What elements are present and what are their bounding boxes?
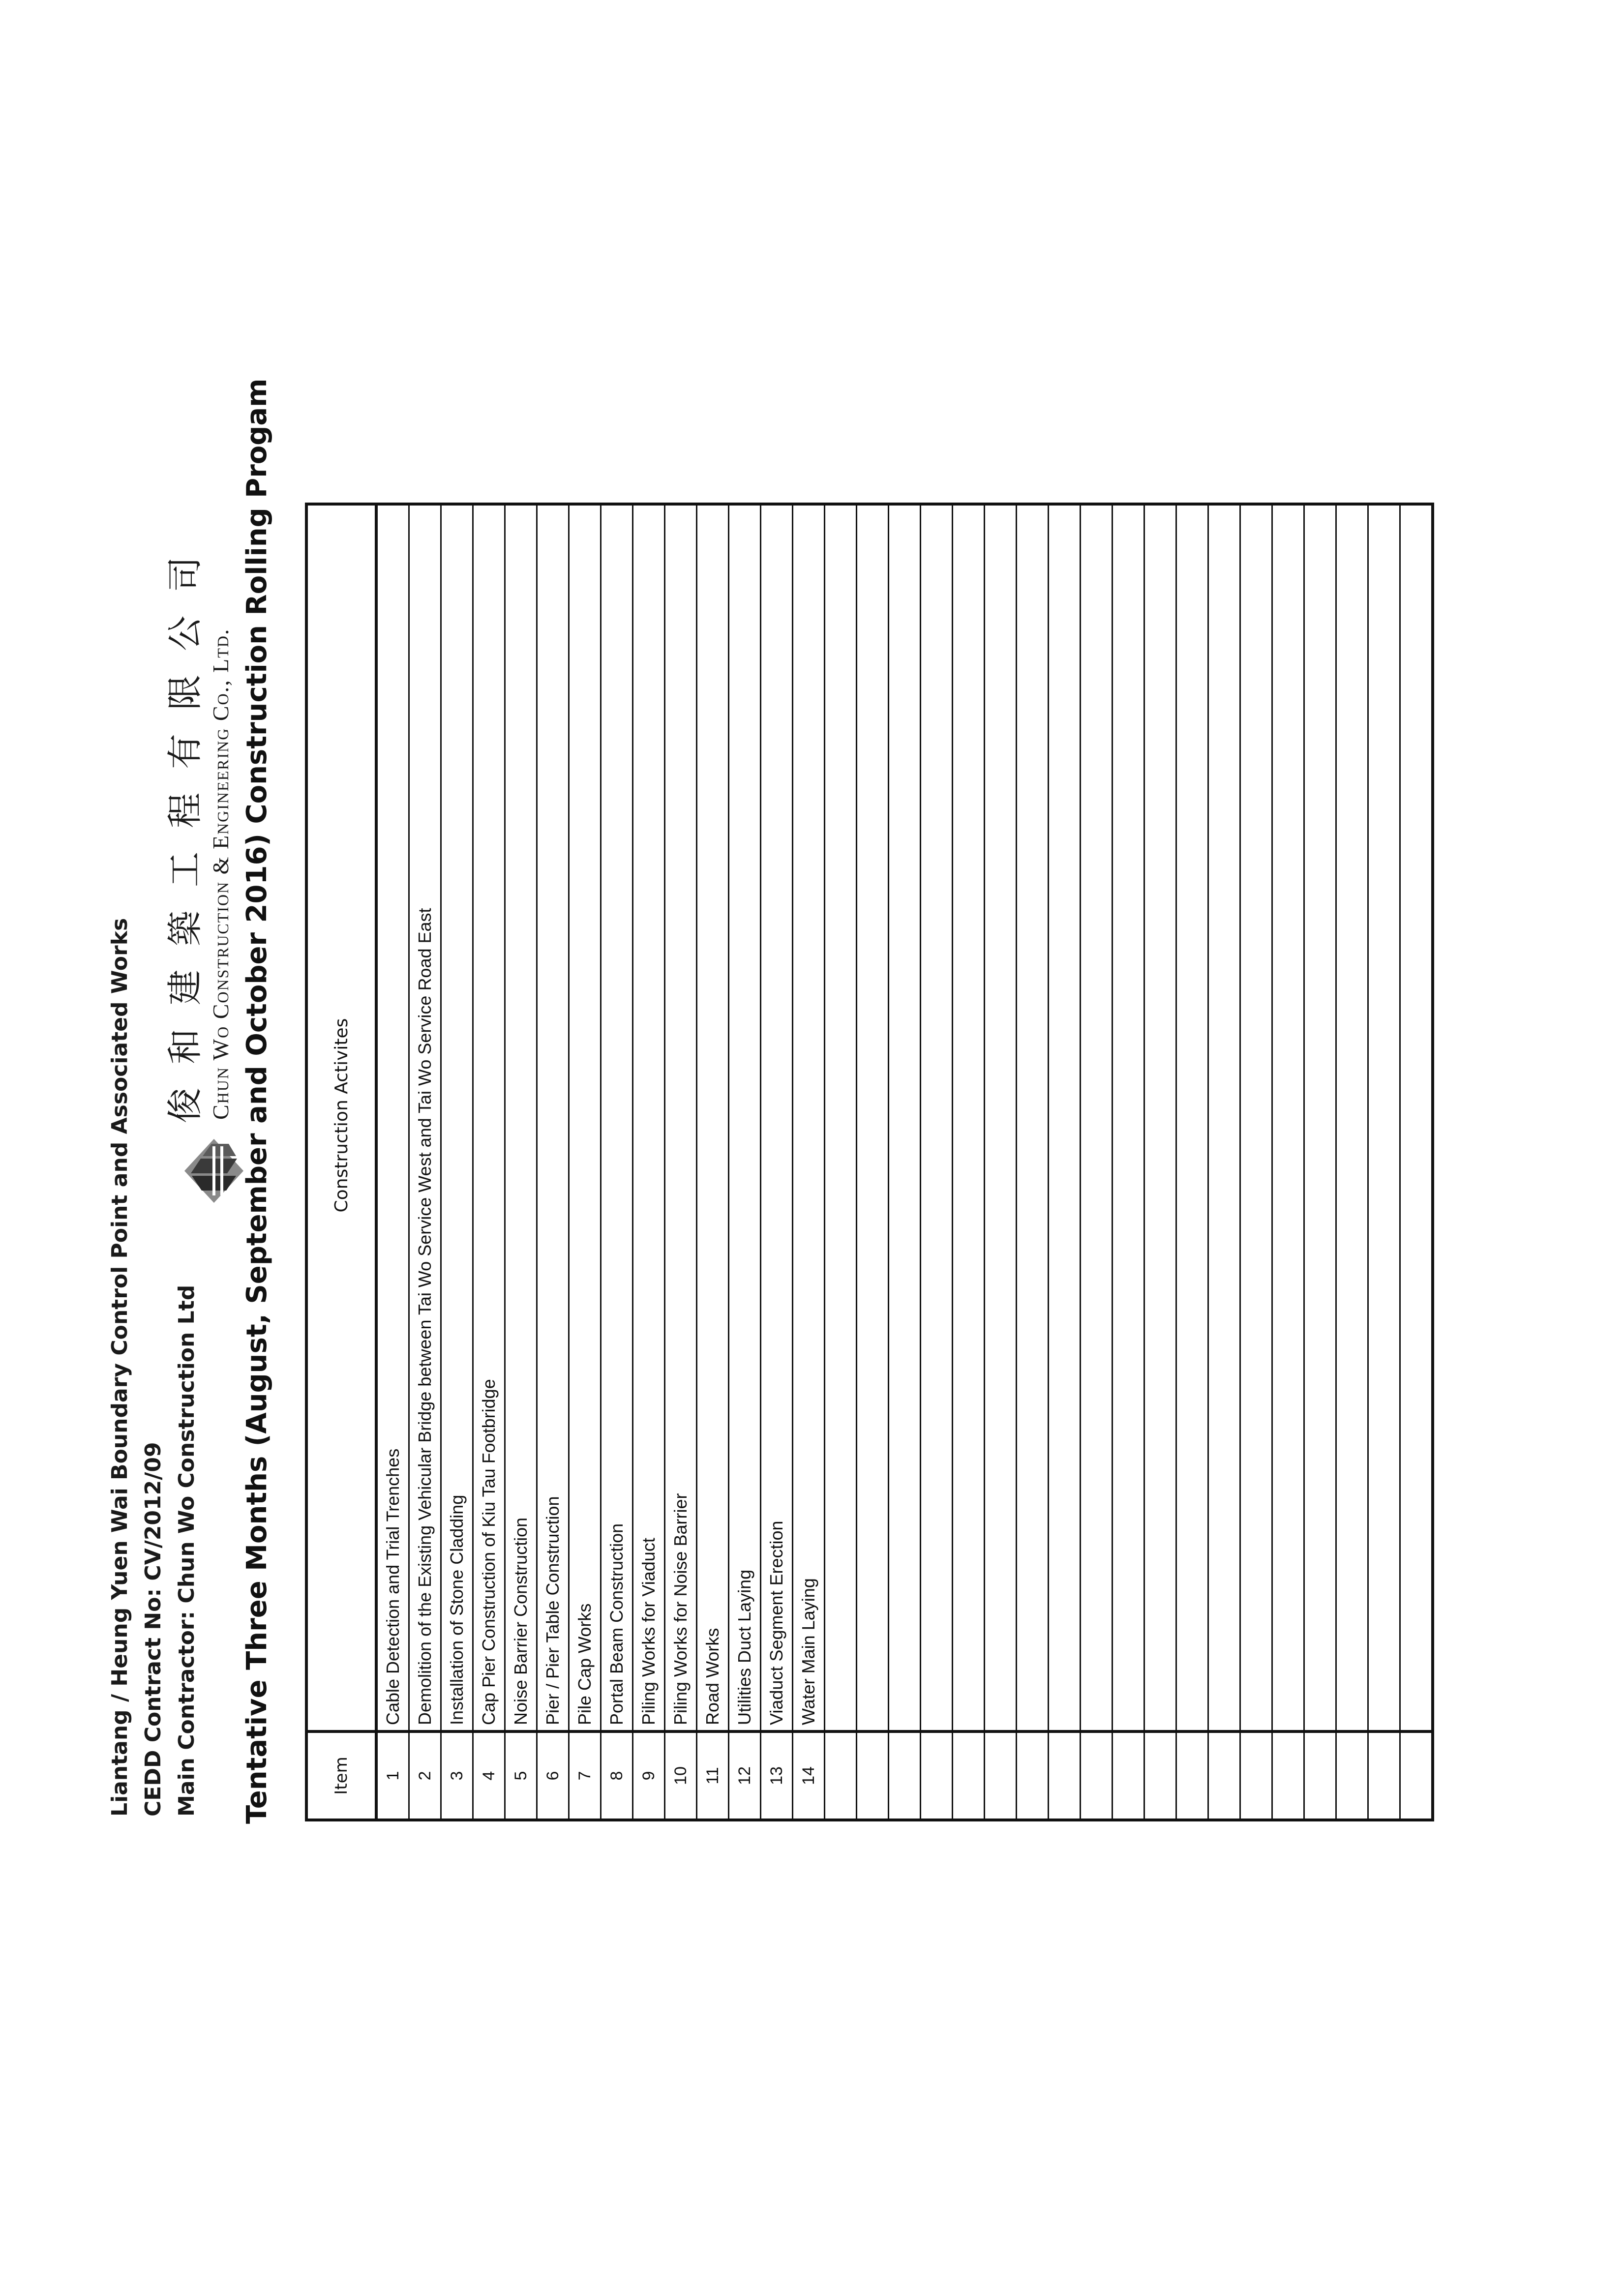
activity-cell: [985, 504, 1017, 1731]
table-row: [921, 504, 953, 1820]
table-row: [1240, 504, 1272, 1820]
project-title: Liantang / Heung Yuen Wai Boundary Control Point and Associated Works: [107, 918, 132, 1817]
table-row: [889, 504, 921, 1820]
table-row: [953, 504, 985, 1820]
item-number-cell: [1081, 1731, 1113, 1820]
table-row: [1272, 504, 1304, 1820]
activity-cell: [1304, 504, 1336, 1731]
item-number-cell: 5: [505, 1731, 537, 1820]
activity-cell: [1017, 504, 1049, 1731]
table-row: [1208, 504, 1240, 1820]
item-number-cell: 7: [569, 1731, 601, 1820]
table-row: [761, 504, 793, 1820]
item-number-cell: [1113, 1731, 1144, 1820]
table-row: [1017, 504, 1049, 1820]
table-row: [1304, 504, 1336, 1820]
company-chinese-name: 俊和建築工程有限公司: [164, 533, 206, 1123]
activity-column-header: Construction Activites: [306, 504, 376, 1731]
table-row: [825, 504, 857, 1820]
item-number-cell: 10: [665, 1731, 697, 1820]
table-row: [1049, 504, 1081, 1820]
activity-cell: Viaduct Segment Erection: [761, 504, 793, 1731]
table-row: [1144, 504, 1176, 1820]
table-row: [441, 504, 473, 1820]
chun-wo-logo-icon: [182, 1136, 246, 1205]
item-number-cell: [1049, 1731, 1081, 1820]
activity-cell: [857, 504, 889, 1731]
activity-cell: [921, 504, 953, 1731]
item-number-cell: 6: [537, 1731, 569, 1820]
table-row: [697, 504, 729, 1820]
activity-cell: [1400, 504, 1433, 1731]
table-row: [473, 504, 505, 1820]
item-number-cell: 13: [761, 1731, 793, 1820]
item-number-cell: [1304, 1731, 1336, 1820]
item-number-cell: 12: [729, 1731, 761, 1820]
table-row: [1368, 504, 1400, 1820]
table-row: [1336, 504, 1368, 1820]
item-number-cell: 4: [473, 1731, 505, 1820]
table-row: [633, 504, 665, 1820]
activity-cell: Road Works: [697, 504, 729, 1731]
table-row: [505, 504, 537, 1820]
item-number-cell: [985, 1731, 1017, 1820]
item-number-cell: [1368, 1731, 1400, 1820]
table-row: [857, 504, 889, 1820]
table-row: [1400, 504, 1433, 1820]
table-row: [1176, 504, 1208, 1820]
activity-cell: Utilities Duct Laying: [729, 504, 761, 1731]
table-row: [1113, 504, 1144, 1820]
item-number-cell: 8: [601, 1731, 633, 1820]
activity-cell: Portal Beam Construction: [601, 504, 633, 1731]
activity-cell: [1144, 504, 1176, 1731]
item-number-cell: [1176, 1731, 1208, 1820]
item-number-cell: [1208, 1731, 1240, 1820]
table-row: [985, 504, 1017, 1820]
item-number-cell: [1017, 1731, 1049, 1820]
item-number-cell: 9: [633, 1731, 665, 1820]
item-number-cell: [1272, 1731, 1304, 1820]
item-number-cell: 11: [697, 1731, 729, 1820]
activity-cell: [1272, 504, 1304, 1731]
company-english-name: Chun Wo Construction & Engineering Co., Ltd.: [208, 628, 233, 1120]
table-row: [409, 504, 441, 1820]
activity-cell: Demolition of the Existing Vehicular Bridge between Tai Wo Service West and Tai Wo Service Road East: [409, 504, 441, 1731]
activity-cell: Piling Works for Noise Barrier: [665, 504, 697, 1731]
activity-cell: Piling Works for Viaduct: [633, 504, 665, 1731]
item-number-cell: 14: [793, 1731, 825, 1820]
activity-cell: [1081, 504, 1113, 1731]
item-column-header: Item: [306, 1731, 376, 1820]
activity-cell: Pile Cap Works: [569, 504, 601, 1731]
main-contractor: Main Contractor: Chun Wo Construction Ltd: [174, 1284, 199, 1817]
table-row: [537, 504, 569, 1820]
page-title: Tentative Three Months (August, September and October 2016) Construction Rolling Progam: [241, 378, 273, 1824]
activity-cell: [825, 504, 857, 1731]
activity-cell: Pier / Pier Table Construction: [537, 504, 569, 1731]
table-body: [376, 504, 1433, 1820]
item-number-cell: [857, 1731, 889, 1820]
activity-cell: [1176, 504, 1208, 1731]
activity-cell: [1336, 504, 1368, 1731]
item-number-cell: 3: [441, 1731, 473, 1820]
activity-cell: [1113, 504, 1144, 1731]
table-row: [729, 504, 761, 1820]
activity-cell: Installation of Stone Cladding: [441, 504, 473, 1731]
item-number-cell: [953, 1731, 985, 1820]
activity-cell: [1368, 504, 1400, 1731]
item-number-cell: [889, 1731, 921, 1820]
activity-cell: Noise Barrier Construction: [505, 504, 537, 1731]
contract-number: CEDD Contract No: CV/2012/09: [141, 1442, 166, 1817]
table-header-row: [306, 504, 376, 1820]
item-number-cell: [825, 1731, 857, 1820]
activity-cell: [1240, 504, 1272, 1731]
activity-cell: Cable Detection and Trial Trenches: [376, 504, 409, 1731]
activity-cell: Water Main Laying: [793, 504, 825, 1731]
item-number-cell: [1336, 1731, 1368, 1820]
item-number-cell: [1240, 1731, 1272, 1820]
table-row: [1081, 504, 1113, 1820]
activity-cell: [889, 504, 921, 1731]
item-number-cell: [921, 1731, 953, 1820]
table-row: [376, 504, 409, 1820]
item-number-cell: 1: [376, 1731, 409, 1820]
item-number-cell: [1144, 1731, 1176, 1820]
item-number-cell: 2: [409, 1731, 441, 1820]
activity-cell: [953, 504, 985, 1731]
activity-cell: [1208, 504, 1240, 1731]
table-row: [569, 504, 601, 1820]
construction-programme-table: [305, 503, 1434, 1821]
table-row: [793, 504, 825, 1820]
item-number-cell: [1400, 1731, 1433, 1820]
table-row: [601, 504, 633, 1820]
activity-cell: Cap Pier Construction of Kiu Tau Footbridge: [473, 504, 505, 1731]
activity-cell: [1049, 504, 1081, 1731]
table-row: [665, 504, 697, 1820]
